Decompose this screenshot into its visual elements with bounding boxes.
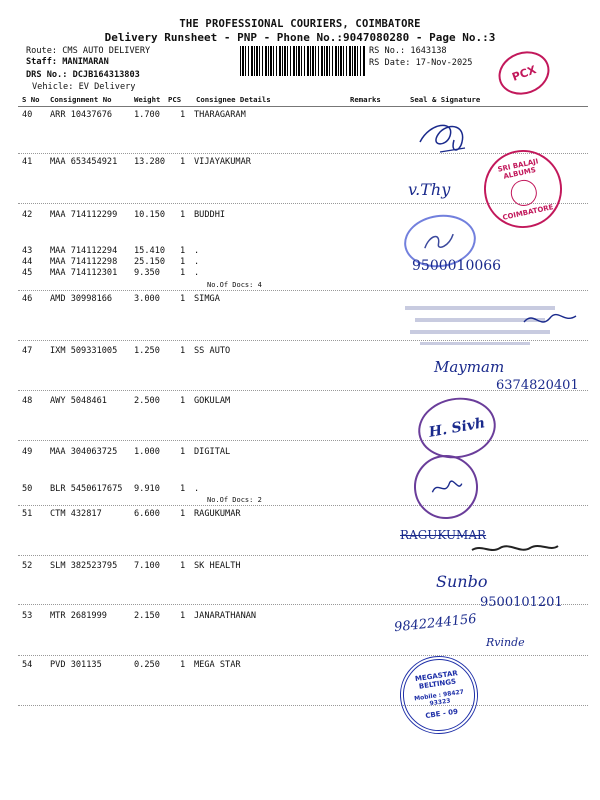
phone-row-47: 6374820401 — [496, 378, 579, 393]
drs-number: DRS No.: DCJB164313803 — [26, 70, 140, 80]
row-44-pcs: 1 — [180, 257, 186, 267]
row-52-pcs: 1 — [180, 561, 186, 571]
row-49-consignee: DIGITAL — [194, 447, 231, 457]
row-48-pcs: 1 — [180, 396, 186, 406]
row-45-sno: 45 — [22, 268, 33, 278]
balaji-stamp-bottom: COIMBATORE — [501, 203, 555, 222]
row-46-consignee: SIMGA — [194, 294, 220, 304]
row-53-sno: 53 — [22, 611, 33, 621]
row-50-consignee: . — [194, 484, 200, 494]
row-divider — [18, 705, 588, 706]
row-45-consignment: MAA 714112301 — [50, 268, 118, 278]
row-48-weight: 2.500 — [134, 396, 160, 406]
row-50-pcs: 1 — [180, 484, 186, 494]
row-53-consignment: MTR 2681999 — [50, 611, 107, 621]
row-47-weight: 1.250 — [134, 346, 160, 356]
row-51-pcs: 1 — [180, 509, 186, 519]
row-46-weight: 3.000 — [134, 294, 160, 304]
row-47-sno: 47 — [22, 346, 33, 356]
megastar-beltings-stamp — [395, 651, 483, 739]
header-divider — [18, 106, 588, 107]
signature-row-52: Sunbo — [436, 572, 488, 591]
row-divider — [18, 290, 588, 291]
row-40-weight: 1.700 — [134, 110, 160, 120]
col-pcs: PCS — [168, 95, 182, 104]
row-54-consignment: PVD 301135 — [50, 660, 102, 670]
row-43-sno: 43 — [22, 246, 33, 256]
col-consignee: Consignee Details — [196, 95, 271, 104]
row-50-sno: 50 — [22, 484, 33, 494]
row-52-consignment: SLM 382523795 — [50, 561, 118, 571]
docs-count-group-2: No.Of Docs: 2 — [207, 496, 262, 504]
balaji-albums-stamp — [477, 143, 570, 236]
signature-row-41: v.Thy — [408, 180, 451, 199]
signature-row-42 — [418, 225, 461, 256]
rs-date: RS Date: 17-Nov-2025 — [369, 58, 473, 68]
row-51-weight: 6.600 — [134, 509, 160, 519]
row-54-consignee: MEGA STAR — [194, 660, 241, 670]
row-47-consignee: SS AUTO — [194, 346, 231, 356]
row-44-sno: 44 — [22, 257, 33, 267]
row-42-consignment: MAA 714112299 — [50, 210, 118, 220]
row-49-weight: 1.000 — [134, 447, 160, 457]
row-49-sno: 49 — [22, 447, 33, 457]
megastar-stamp-top: MEGASTAR BELTINGS — [414, 669, 459, 691]
row-45-pcs: 1 — [180, 268, 186, 278]
row-41-sno: 41 — [22, 157, 33, 167]
row-49-pcs: 1 — [180, 447, 186, 457]
row-41-consignment: MAA 653454921 — [50, 157, 118, 167]
row-40-consignee: THARAGARAM — [194, 110, 246, 120]
row-51-consignment: CTM 432817 — [50, 509, 102, 519]
company-title: THE PROFESSIONAL COURIERS, COIMBATORE — [179, 18, 421, 30]
strikethrough-row-51: RAGUKUMAR — [400, 528, 487, 542]
purple-stamp-row-48 — [413, 392, 500, 465]
col-sno: S No — [22, 95, 40, 104]
row-50-weight: 9.910 — [134, 484, 160, 494]
row-49-consignment: MAA 304063725 — [50, 447, 118, 457]
row-divider — [18, 655, 588, 656]
row-54-sno: 54 — [22, 660, 33, 670]
vehicle-label: Vehicle: EV Delivery — [32, 82, 136, 92]
row-53-pcs: 1 — [180, 611, 186, 621]
col-consignment: Consignment No — [50, 95, 112, 104]
row-divider — [18, 153, 588, 154]
row-51-sno: 51 — [22, 509, 33, 519]
row-48-consignee: GOKULAM — [194, 396, 231, 406]
row-41-pcs: 1 — [180, 157, 186, 167]
row-46-consignment: AMD 30998166 — [50, 294, 113, 304]
row-46-pcs: 1 — [180, 294, 186, 304]
row-46-sno: 46 — [22, 294, 33, 304]
row-51-consignee: RAGUKUMAR — [194, 509, 241, 519]
signature-row-50 — [427, 473, 465, 500]
row-42-pcs: 1 — [180, 210, 186, 220]
row-47-consignment: IXM 509331005 — [50, 346, 118, 356]
row-53-consignee: JANARATHANAN — [194, 611, 257, 621]
col-weight: Weight — [134, 95, 161, 104]
row-42-consignee: BUDDHI — [194, 210, 226, 220]
row-40-sno: 40 — [22, 110, 33, 120]
row-48-sno: 48 — [22, 396, 33, 406]
signature-row-48: H. Sivh — [427, 415, 487, 441]
row-52-weight: 7.100 — [134, 561, 160, 571]
signature-row-40 — [410, 112, 480, 160]
row-44-consignment: MAA 714112298 — [50, 257, 118, 267]
row-43-pcs: 1 — [180, 246, 186, 256]
barcode — [240, 46, 365, 76]
pcx-stamp — [492, 44, 555, 101]
phone-row-52: 9500101201 — [480, 595, 563, 610]
col-seal-signature: Seal & Signature — [410, 95, 481, 104]
rs-number: RS No.: 1643138 — [369, 46, 447, 56]
name-row-53: Rvinde — [486, 636, 525, 649]
row-50-consignment: BLR 5450617675 — [50, 484, 123, 494]
route-label: Route: CMS AUTO DELIVERY — [26, 46, 151, 56]
megastar-stamp-mobile: Mobile : 98427 93323 — [413, 688, 465, 708]
megastar-stamp-bottom: CBE - 09 — [424, 707, 459, 721]
phone-row-53: 9842244156 — [393, 611, 478, 636]
row-41-weight: 13.280 — [134, 157, 166, 167]
row-45-consignee: . — [194, 268, 200, 278]
col-remarks: Remarks — [350, 95, 381, 104]
stamp-inner-ring — [508, 177, 539, 208]
runsheet-subtitle: Delivery Runsheet - PNP - Phone No.:9047080280 - Page No.:3 — [104, 31, 496, 44]
scribble-row-51 — [470, 542, 560, 556]
row-40-consignment: ARR 10437676 — [50, 110, 113, 120]
row-43-consignment: MAA 714112294 — [50, 246, 118, 256]
pcx-stamp-text: PCX — [510, 62, 538, 84]
row-45-weight: 9.350 — [134, 268, 160, 278]
row-42-sno: 42 — [22, 210, 33, 220]
signature-row-47: Maymam — [434, 358, 505, 376]
row-divider — [18, 440, 588, 441]
balaji-stamp-top: SRI BALAJI ALBUMS — [496, 157, 540, 181]
row-52-consignee: SK HEALTH — [194, 561, 241, 571]
row-43-weight: 15.410 — [134, 246, 166, 256]
row-53-weight: 2.150 — [134, 611, 160, 621]
row-42-weight: 10.150 — [134, 210, 166, 220]
row-44-weight: 25.150 — [134, 257, 166, 267]
row-48-consignment: AWY 5048461 — [50, 396, 107, 406]
row-52-sno: 52 — [22, 561, 33, 571]
staff-label: Staff: MANIMARAN — [26, 57, 109, 67]
row-40-pcs: 1 — [180, 110, 186, 120]
signature-row-46 — [520, 304, 580, 334]
row-43-consignee: . — [194, 246, 200, 256]
row-44-consignee: . — [194, 257, 200, 267]
row-41-consignee: VIJAYAKUMAR — [194, 157, 251, 167]
row-54-weight: 0.250 — [134, 660, 160, 670]
docs-count-group-1: No.Of Docs: 4 — [207, 281, 262, 289]
row-54-pcs: 1 — [180, 660, 186, 670]
purple-stamp-row-50 — [411, 452, 480, 521]
phone-row-42: 9500010066 — [412, 258, 502, 274]
row-divider — [18, 505, 588, 506]
row-47-pcs: 1 — [180, 346, 186, 356]
